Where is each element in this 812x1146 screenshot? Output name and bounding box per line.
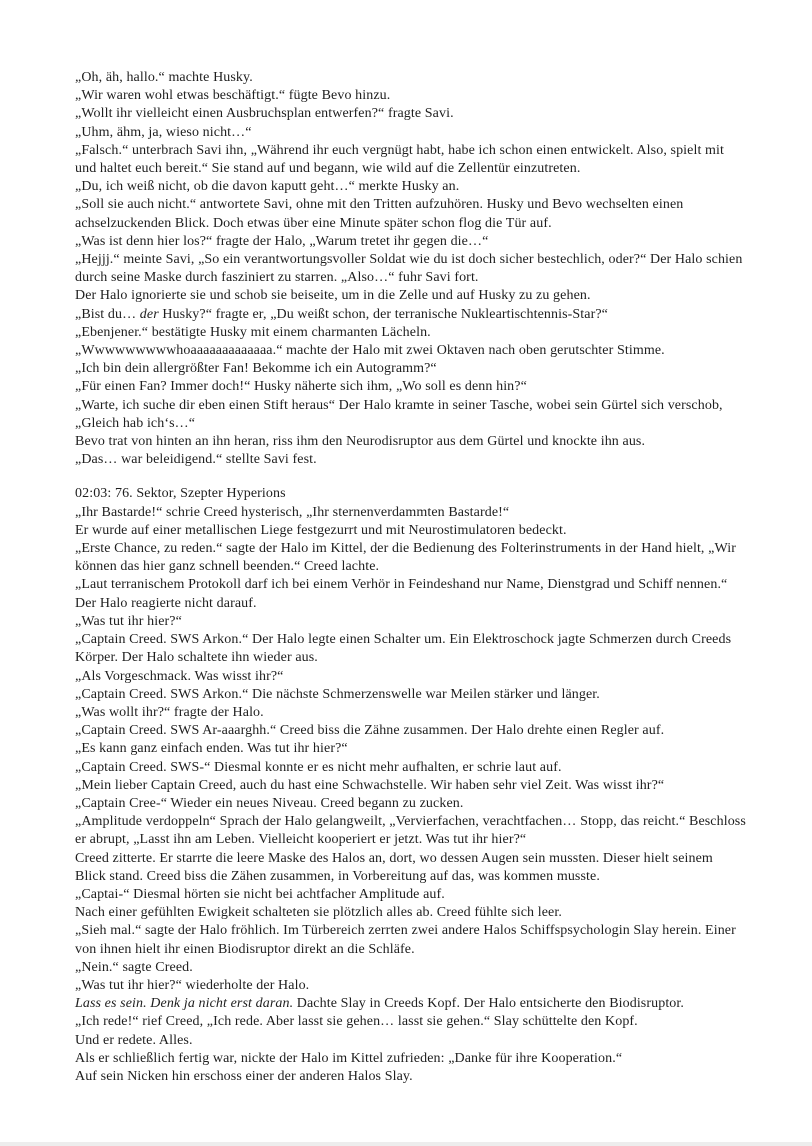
paragraph [75, 251, 746, 287]
paragraph [75, 433, 746, 451]
paragraph [75, 397, 746, 433]
paragraph [75, 233, 746, 251]
text-segment: Dachte Slay in Creeds Kopf. Der Halo entsicherte den Biodisruptor. [293, 996, 684, 1012]
paragraph [75, 1013, 746, 1031]
paragraph [75, 87, 746, 105]
paragraph [75, 378, 746, 396]
paragraph [75, 1032, 746, 1050]
paragraph [75, 504, 746, 522]
text-segment: „Wollt ihr vielleicht einen Ausbruchsplan entwerfen?“ fragte Savi. [75, 106, 454, 122]
text-segment: „Ebenjener.“ bestätigte Husky mit einem charmanten Lächeln. [75, 324, 431, 340]
paragraph [75, 342, 746, 360]
paragraph [75, 922, 746, 958]
text-segment: „Das… war beleidigend.“ stellte Savi fest. [75, 452, 317, 468]
text-segment: „Captain Creed. SWS Ar-aaarghh.“ Creed biss die Zähne zusammen. Der Halo drehte einen Regler auf. [75, 723, 665, 739]
paragraph [75, 722, 746, 740]
text-segment: „Nein.“ sagte Creed. [75, 959, 193, 975]
italic-text-segment: der [139, 306, 159, 322]
text-segment: „Was ist denn hier los?“ fragte der Halo, „Warum tretet ihr gegen die…“ [75, 233, 489, 249]
text-content [75, 69, 746, 1086]
text-segment: „Ich bin dein allergrößter Fan! Bekomme ich ein Autogramm?“ [75, 361, 437, 377]
paragraph [75, 576, 746, 612]
paragraph [75, 485, 746, 503]
text-segment: „Captain Creed. SWS-“ Diesmal konnte er es nicht mehr aufhalten, er schrie laut auf. [75, 759, 562, 775]
text-segment: „Laut terranischem Protokoll darf ich bei einem Verhör in Feindeshand nur Name, Dienstgrad und Schiff nennen.“ Der Halo reagierte nicht darauf. [75, 577, 728, 611]
paragraph [75, 522, 746, 540]
text-segment: „Es kann ganz einfach enden. Was tut ihr hier?“ [75, 741, 348, 757]
text-segment: „Hejjj.“ meinte Savi, „So ein verantwortungsvoller Soldat wie du ist doch sicher bestechlich, oder?“ Der Halo schien durch seine Maske durch fasziniert zu starren. „Also…“ fuhr Savi fort. [75, 252, 743, 286]
paragraph [75, 613, 746, 631]
text-segment: Nach einer gefühlten Ewigkeit schalteten sie plötzlich alles ab. Creed fühlte sich leer. [75, 905, 562, 921]
text-segment: 02:03: 76. Sektor, Szepter Hyperions [75, 486, 286, 502]
paragraph [75, 178, 746, 196]
text-segment: „Soll sie auch nicht.“ antwortete Savi, ohne mit den Tritten aufzuhören. Husky und Bevo wechselten einen achselzuckenden Blick. Doch etwas über eine Minute später schon flog die Tür auf. [75, 197, 684, 231]
text-segment: „Ich rede!“ rief Creed, „Ich rede. Aber lasst sie gehen… lasst sie gehen.“ Slay schüttelte den Kopf. [75, 1014, 638, 1030]
text-segment: „Oh, äh, hallo.“ machte Husky. [75, 70, 253, 85]
paragraph [75, 813, 746, 849]
text-segment: „Warte, ich suche dir eben einen Stift heraus“ Der Halo kramte in seiner Tasche, wobei sein Gürtel sich verschob, „Gleich hab ich‘s…“ [75, 397, 723, 431]
page-bottom-edge [0, 1142, 812, 1146]
paragraph [75, 540, 746, 576]
paragraph [75, 142, 746, 178]
text-segment: Auf sein Nicken hin erschoss einer der anderen Halos Slay. [75, 1068, 413, 1084]
paragraph [75, 1068, 746, 1086]
text-segment: „Was tut ihr hier?“ [75, 613, 182, 629]
paragraph [75, 668, 746, 686]
text-segment: „Was tut ihr hier?“ wiederholte der Halo. [75, 977, 310, 993]
text-segment: „Als Vorgeschmack. Was wisst ihr?“ [75, 668, 284, 684]
paragraph [75, 1050, 746, 1068]
paragraph [75, 850, 746, 886]
text-segment: Er wurde auf einer metallischen Liege festgezurrt und mit Neurostimulatoren bedeckt. [75, 522, 567, 538]
text-segment: „Wir waren wohl etwas beschäftigt.“ fügte Bevo hinzu. [75, 88, 391, 104]
text-segment: „Sieh mal.“ sagte der Halo fröhlich. Im Türbereich zerrten zwei andere Halos Schiffspsychologin Slay herein. Einer von ihnen hielt ihr einen Biodisruptor direkt an die Schläfe. [75, 923, 736, 957]
text-segment: „Captain Creed. SWS Arkon.“ Der Halo legte einen Schalter um. Ein Elektroschock jagte Schmerzen durch Creeds Körper. Der Halo schaltete ihn wieder aus. [75, 632, 732, 666]
paragraph [75, 777, 746, 795]
paragraph [75, 105, 746, 123]
text-segment: Als er schließlich fertig war, nickte der Halo im Kittel zufrieden: „Danke für ihre Kooperation.“ [75, 1050, 623, 1066]
text-segment: „Captain Cree-“ Wieder ein neues Niveau. Creed begann zu zucken. [75, 795, 464, 811]
paragraph [75, 124, 746, 142]
text-segment: „Du, ich weiß nicht, ob die davon kaputt geht…“ merkte Husky an. [75, 179, 460, 195]
paragraph [75, 686, 746, 704]
paragraph [75, 795, 746, 813]
paragraph [75, 324, 746, 342]
text-segment: Bevo trat von hinten an ihn heran, riss ihm den Neurodisruptor aus dem Gürtel und knockte ihn aus. [75, 434, 646, 450]
text-segment: „Captain Creed. SWS Arkon.“ Die nächste Schmerzenswelle war Meilen stärker und länger. [75, 686, 600, 702]
paragraph [75, 631, 746, 667]
paragraph [75, 69, 746, 87]
paragraph [75, 959, 746, 977]
text-segment: „Uhm, ähm, ja, wieso nicht…“ [75, 124, 252, 140]
text-segment: „Ihr Bastarde!“ schrie Creed hysterisch, „Ihr sternenverdammten Bastarde!“ [75, 504, 510, 520]
paragraph [75, 995, 746, 1013]
text-segment: Und er redete. Alles. [75, 1032, 193, 1048]
italic-text-segment: Lass es sein. Denk ja nicht erst daran. [75, 996, 294, 1012]
paragraph [75, 306, 746, 324]
text-segment: „Falsch.“ unterbrach Savi ihn, „Während ihr euch vergnügt habt, habe ich schon einen entwickelt. Also, spielt mit und haltet euch bereit.“ Sie stand auf und begann, wie wild auf die Zellentür einzutreten. [75, 142, 725, 177]
paragraph [75, 704, 746, 722]
paragraph [75, 451, 746, 469]
paragraph [75, 287, 746, 305]
text-segment: „Mein lieber Captain Creed, auch du hast eine Schwachstelle. Wir haben sehr viel Zeit. Was wisst ihr?“ [75, 777, 665, 793]
text-segment: „Was wollt ihr?“ fragte der Halo. [75, 704, 264, 720]
text-segment: „Bist du… [75, 306, 140, 322]
paragraph [75, 196, 746, 232]
text-segment: „Captai-“ Diesmal hörten sie nicht bei achtfacher Amplitude auf. [75, 886, 445, 902]
text-segment: Creed zitterte. Er starrte die leere Maske des Halos an, dort, wo dessen Augen sein mussten. Dieser hielt seinem Blick stand. Creed biss die Zähen zusammen, in Vorbereitung auf das, was kommen musste. [75, 850, 713, 884]
paragraph [75, 740, 746, 758]
text-segment: Husky?“ fragte er, „Du weißt schon, der terranische Nukleartischtennis-Star?“ [158, 306, 608, 322]
text-segment: „Wwwwwwwwwhoaaaaaaaaaaaaa.“ machte der Halo mit zwei Oktaven nach oben gerutschter Stimme. [75, 343, 665, 359]
paragraph [75, 360, 746, 378]
text-segment: „Für einen Fan? Immer doch!“ Husky näherte sich ihm, „Wo soll es denn hin?“ [75, 379, 527, 395]
paragraph [75, 904, 746, 922]
paragraph [75, 759, 746, 777]
text-segment: Der Halo ignorierte sie und schob sie beiseite, um in die Zelle und auf Husky zu zu gehen. [75, 288, 591, 304]
paragraph [75, 977, 746, 995]
paragraph [75, 886, 746, 904]
text-segment: „Erste Chance, zu reden.“ sagte der Halo im Kittel, der die Bedienung des Folterinstruments in der Hand hielt, „Wir können das hier ganz schnell beenden.“ Creed lachte. [75, 541, 736, 575]
text-segment: „Amplitude verdoppeln“ Sprach der Halo gelangweilt, „Vervierfachen, verachtfachen… Stopp, das reicht.“ Beschloss er abrupt, „Lasst ihn am Leben. Vielleicht kooperiert er jetzt. Was tut ihr hier?“ [75, 814, 746, 848]
